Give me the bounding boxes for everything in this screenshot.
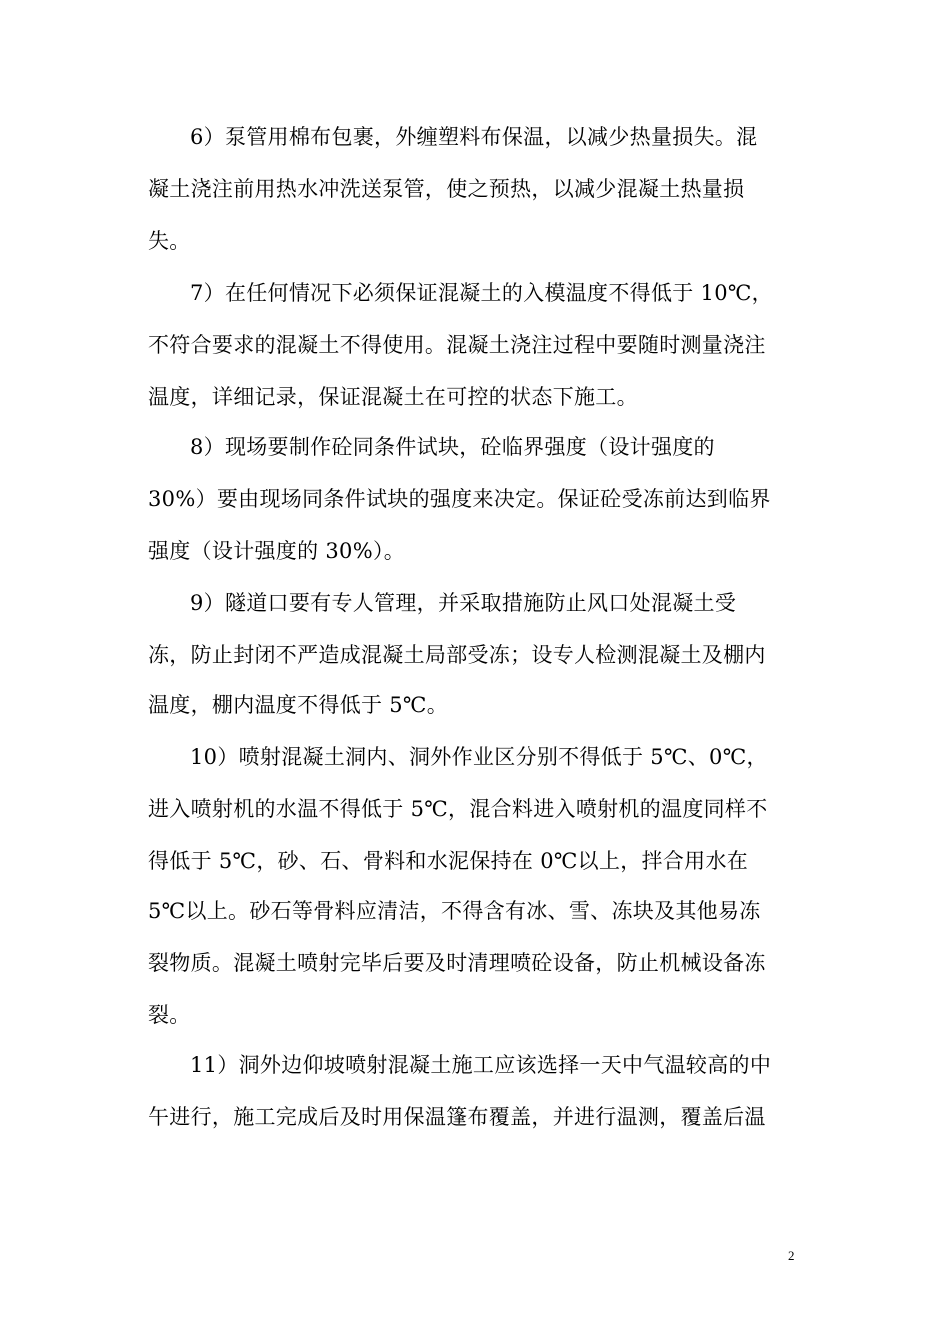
paragraph-8-line-1: 8）现场要制作砼同条件试块，砼临界强度（设计强度的 xyxy=(190,435,715,459)
paragraph-7-line-2: 不符合要求的混凝土不得使用。混凝土浇注过程中要随时测量浇注 xyxy=(148,333,766,357)
paragraph-10-line-6: 裂。 xyxy=(148,1003,191,1027)
paragraph-9-line-1: 9）隧道口要有专人管理，并采取措施防止风口处混凝土受 xyxy=(190,591,737,615)
paragraph-10-line-3: 得低于 5℃，砂、石、骨料和水泥保持在 0℃以上，拌合用水在 xyxy=(148,849,749,873)
paragraph-6-line-3: 失。 xyxy=(148,229,191,253)
paragraph-10-line-5: 裂物质。混凝土喷射完毕后要及时清理喷砼设备，防止机械设备冻 xyxy=(148,951,766,975)
paragraph-6-line-1: 6）泵管用棉布包裹，外缠塑料布保温，以减少热量损失。混 xyxy=(190,125,758,149)
paragraph-10-line-4: 5℃以上。砂石等骨料应清洁，不得含有冰、雪、冻块及其他易冻 xyxy=(148,899,761,923)
paragraph-10-line-2: 进入喷射机的水温不得低于 5℃，混合料进入喷射机的温度同样不 xyxy=(148,797,768,821)
paragraph-6-line-2: 凝土浇注前用热水冲洗送泵管，使之预热，以减少混凝土热量损 xyxy=(148,177,745,201)
paragraph-11-line-2: 午进行，施工完成后及时用保温篷布覆盖，并进行温测，覆盖后温 xyxy=(148,1105,766,1129)
paragraph-7-line-1: 7）在任何情况下必须保证混凝土的入模温度不得低于 10℃， xyxy=(190,281,773,305)
paragraph-9-line-3: 温度，棚内温度不得低于 5℃。 xyxy=(148,693,449,717)
paragraph-8-line-3: 强度（设计强度的 30%）。 xyxy=(148,539,406,563)
paragraph-7-line-3: 温度，详细记录，保证混凝土在可控的状态下施工。 xyxy=(148,385,638,409)
page-number: 2 xyxy=(788,1248,795,1263)
paragraph-9-line-2: 冻，防止封闭不严造成混凝土局部受冻；设专人检测混凝土及棚内 xyxy=(148,643,766,667)
paragraph-8-line-2: 30%）要由现场同条件试块的强度来决定。保证砼受冻前达到临界 xyxy=(148,487,771,511)
paragraph-10-line-1: 10）喷射混凝土洞内、洞外作业区分别不得低于 5℃、0℃， xyxy=(190,745,768,769)
paragraph-11-line-1: 11）洞外边仰坡喷射混凝土施工应该选择一天中气温较高的中 xyxy=(190,1053,772,1077)
